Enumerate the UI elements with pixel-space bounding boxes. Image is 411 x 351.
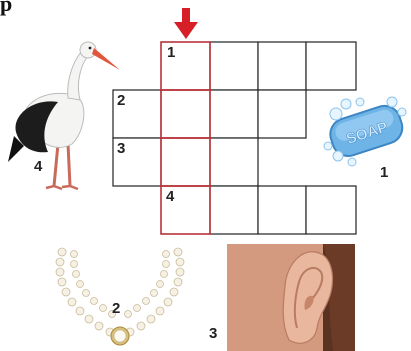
grid-cell[interactable]: [258, 42, 306, 90]
answer-cell[interactable]: [161, 90, 210, 138]
ear-picture: [227, 244, 355, 351]
page-letter: p: [0, 0, 13, 16]
grid-cell[interactable]: [306, 186, 356, 234]
necklace-label: 2: [112, 300, 121, 317]
grid-cell[interactable]: [306, 42, 356, 90]
grid-cell[interactable]: [210, 138, 258, 186]
stork-picture: [6, 36, 122, 196]
grid-cell[interactable]: [210, 90, 258, 138]
grid-cell[interactable]: [210, 186, 258, 234]
ear-label: 3: [209, 325, 218, 342]
clue-number-3: 3: [117, 140, 126, 157]
clue-number-1: 1: [167, 44, 176, 61]
grid-cell[interactable]: [258, 90, 306, 138]
clue-number-4: 4: [166, 188, 175, 205]
stork-label: 4: [34, 158, 43, 175]
soap-picture: [322, 92, 410, 168]
clue-number-2: 2: [117, 92, 126, 109]
soap-label: 1: [380, 164, 389, 181]
answer-cell[interactable]: [161, 138, 210, 186]
soap-text: SOAP: [344, 118, 390, 148]
grid-cell[interactable]: [258, 186, 306, 234]
grid-cell[interactable]: [210, 42, 258, 90]
necklace-picture: [52, 244, 188, 351]
